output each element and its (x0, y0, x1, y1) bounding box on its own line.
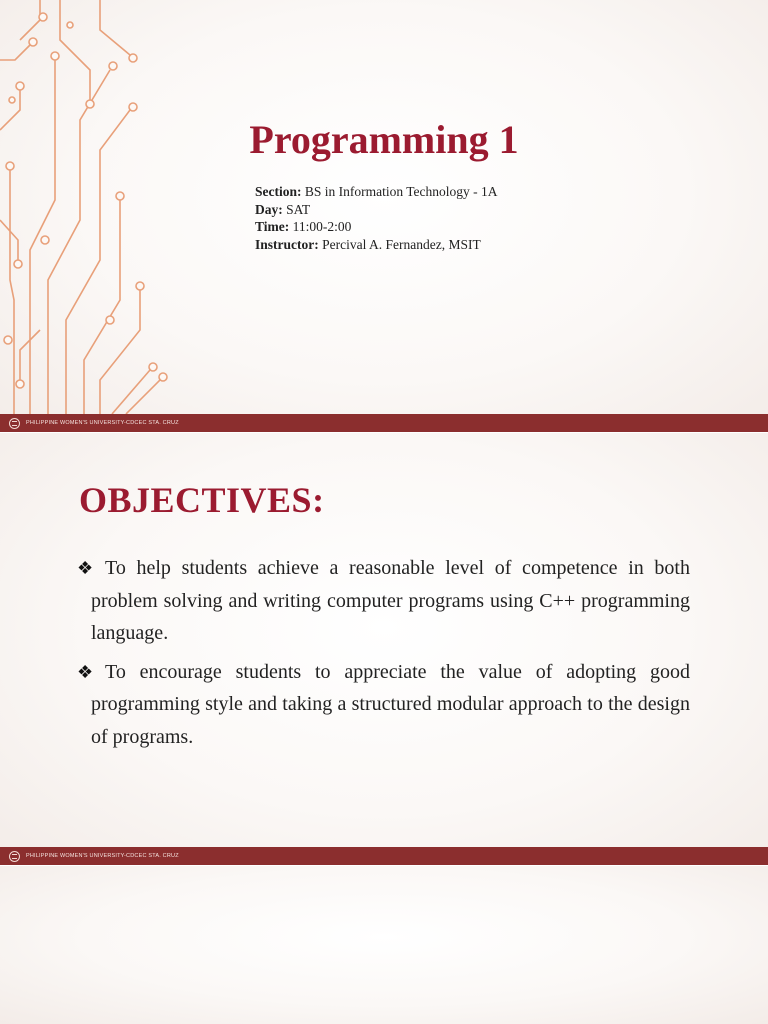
section-label: Section: (255, 184, 302, 199)
footer-text: PHILIPPINE WOMEN'S UNIVERSITY-CDCEC STA. CRUZ (26, 853, 179, 859)
list-item (77, 552, 690, 650)
objectives-slide (0, 433, 768, 865)
footer-text: PHILIPPINE WOMEN'S UNIVERSITY-CDCEC STA. CRUZ (26, 420, 179, 426)
diamond-bullet-icon: ❖ (77, 661, 94, 682)
instructor-label: Instructor: (255, 236, 319, 252)
time-row (255, 218, 498, 236)
day-value: SAT (286, 201, 311, 217)
pwu-seal-icon (9, 418, 20, 429)
diamond-bullet-icon: ❖ (77, 558, 94, 578)
day-row (255, 201, 498, 219)
section-row (255, 183, 498, 201)
day-label: Day: (255, 201, 283, 217)
course-info (255, 183, 498, 253)
footer-bar (0, 847, 768, 865)
objectives-list (77, 552, 690, 759)
section-value: BS in Information Technology - 1A (304, 184, 498, 199)
list-item (77, 656, 690, 754)
page-title: Programming 1 (249, 117, 519, 162)
objectives-heading: OBJECTIVES: (79, 480, 325, 520)
pwu-seal-icon (9, 851, 20, 862)
circuit-decoration-icon (0, 0, 170, 414)
objective-text: To encourage students to appreciate the value of adopting good programming style and taking a structured modular approach to the design of programs. (91, 660, 690, 748)
time-label: Time: (255, 219, 290, 234)
title-slide (0, 0, 768, 432)
instructor-row (255, 236, 498, 254)
footer-bar (0, 414, 768, 432)
next-slide (0, 866, 768, 1024)
time-value: 11:00-2:00 (292, 219, 352, 234)
instructor-value: Percival A. Fernandez, MSIT (322, 236, 481, 252)
objective-text: To help students achieve a reasonable level of competence in both problem solving and writing computer programs using C++ programming language. (91, 557, 690, 644)
